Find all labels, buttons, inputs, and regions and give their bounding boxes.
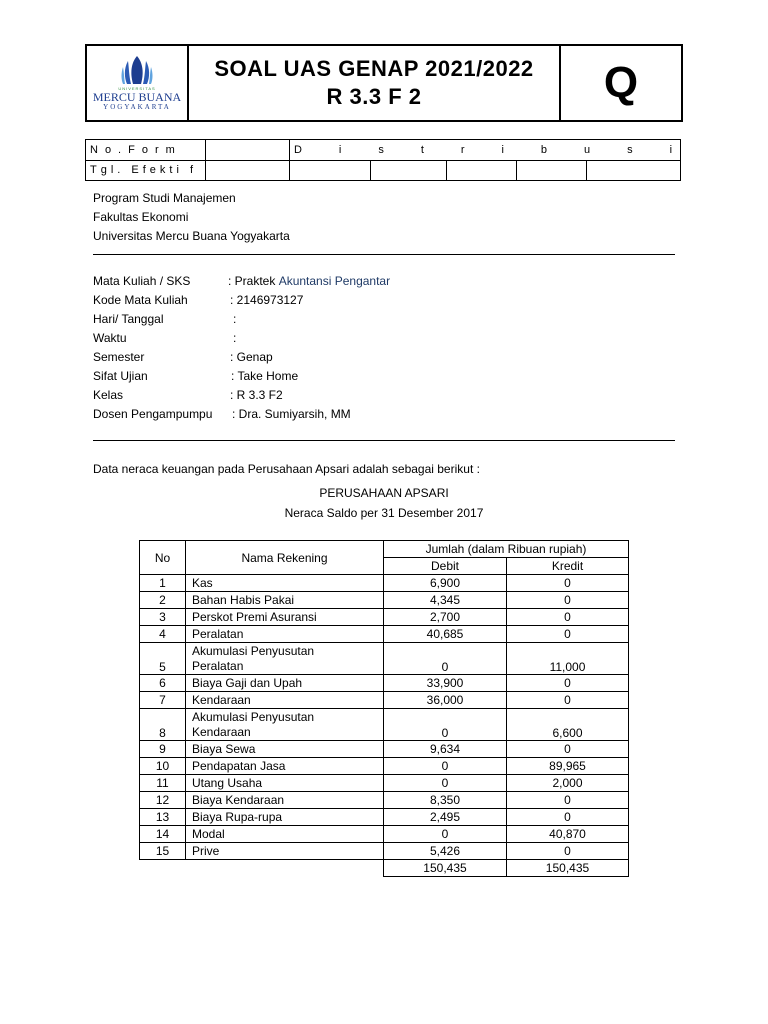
- total-blank-1: [140, 860, 186, 877]
- semester-value: : Genap: [230, 350, 273, 364]
- row-debit: 0: [384, 826, 507, 843]
- row-kredit: 0: [507, 592, 629, 609]
- row-debit: 8,350: [384, 792, 507, 809]
- table-row: [140, 758, 629, 775]
- distribusi-letter: r: [460, 143, 465, 156]
- row-kredit: 0: [507, 692, 629, 709]
- row-kredit: 0: [507, 575, 629, 592]
- row-debit: 6,900: [384, 575, 507, 592]
- row-name: Peralatan: [186, 626, 384, 643]
- table-row: [140, 609, 629, 626]
- table-row: [140, 775, 629, 792]
- institution-block: [93, 189, 290, 246]
- waktu-label: Waktu: [93, 331, 127, 345]
- distribusi-letter: s: [627, 143, 633, 156]
- row-debit: 4,345: [384, 592, 507, 609]
- row-name: Pendapatan Jasa: [186, 758, 384, 775]
- code-letter: Q: [603, 58, 639, 107]
- row-debit: 5,426: [384, 843, 507, 860]
- hari-value: :: [233, 312, 237, 326]
- mata-kuliah-value-b: Akuntansi Pengantar: [278, 274, 391, 288]
- intro-text: Data neraca keuangan pada Perusahaan Apsari adalah sebagai berikut :: [93, 462, 480, 476]
- mata-kuliah-row: [93, 272, 390, 291]
- distribusi-letter: D: [294, 143, 302, 156]
- sifat-value: : Take Home: [231, 369, 299, 383]
- row-debit: 36,000: [384, 692, 507, 709]
- mata-kuliah-label: Mata Kuliah / SKS: [93, 274, 191, 288]
- row-name: [186, 709, 384, 741]
- waktu-value: :: [233, 331, 237, 345]
- exam-info-block: [93, 272, 390, 424]
- row-no: 13: [140, 809, 186, 826]
- row-name: Prive: [186, 843, 384, 860]
- distribusi-letter: s: [378, 143, 384, 156]
- distribusi-letter: u: [584, 143, 591, 156]
- row-kredit: 0: [507, 792, 629, 809]
- row-name-line2: Peralatan: [192, 659, 244, 673]
- trial-balance-table: [139, 540, 629, 877]
- row-no: 9: [140, 741, 186, 758]
- university-logo: [87, 46, 189, 120]
- dosen-row: [93, 405, 390, 424]
- row-kredit: 0: [507, 675, 629, 692]
- company-name: PERUSAHAAN APSARI: [319, 486, 449, 500]
- table-row: [140, 809, 629, 826]
- row-name: [186, 643, 384, 675]
- distribusi-letter: t: [420, 143, 424, 156]
- distribusi-cell: [290, 140, 681, 161]
- row-name-line1: Akumulasi Penyusutan: [192, 710, 315, 724]
- form-info-table: [85, 139, 681, 181]
- kode-value: : 2146973127: [230, 293, 304, 307]
- kode-label: Kode Mata Kuliah: [93, 293, 188, 307]
- row-name-line1: Akumulasi Penyusutan: [192, 644, 315, 658]
- row-name: Utang Usaha: [186, 775, 384, 792]
- hari-row: [93, 310, 390, 329]
- row-no: 4: [140, 626, 186, 643]
- header-nama-rekening: Nama Rekening: [186, 541, 384, 575]
- total-row: [140, 860, 629, 877]
- distribusi-label: [294, 144, 676, 156]
- logo-name: MERCU BUANA: [92, 90, 182, 104]
- row-no: 12: [140, 792, 186, 809]
- row-debit: 0: [384, 758, 507, 775]
- exam-title-line2: R 3.3 F 2: [326, 84, 422, 109]
- universitas: Universitas Mercu Buana Yogyakarta: [93, 229, 290, 243]
- divider-2: [93, 440, 675, 441]
- tgl-efektif-label: Tgl. Efekti f: [86, 160, 206, 181]
- row-kredit: 0: [507, 741, 629, 758]
- exam-title: [189, 46, 561, 120]
- distribusi-slot-3: [447, 160, 517, 181]
- total-blank-2: [186, 860, 384, 877]
- no-form-label: No.Form: [86, 140, 206, 161]
- dosen-label: Dosen Pengampumpu: [93, 407, 213, 421]
- distribusi-slot-1: [290, 160, 371, 181]
- waktu-row: [93, 329, 390, 348]
- row-name: Perskot Premi Asuransi: [186, 609, 384, 626]
- row-name: Modal: [186, 826, 384, 843]
- row-no: 1: [140, 575, 186, 592]
- table-row: [140, 643, 629, 675]
- distribusi-letter: b: [540, 143, 548, 156]
- row-kredit: 0: [507, 609, 629, 626]
- table-row: [140, 709, 629, 741]
- row-kredit: 89,965: [507, 758, 629, 775]
- distribusi-slot-5: [587, 160, 681, 181]
- row-debit: 2,495: [384, 809, 507, 826]
- semester-label: Semester: [93, 350, 145, 364]
- header-debit: Debit: [384, 558, 507, 575]
- table-row: [140, 626, 629, 643]
- row-name: Kendaraan: [186, 692, 384, 709]
- logo-university-word: UNIVERSITAS: [118, 86, 156, 91]
- divider-1: [93, 254, 675, 255]
- header-jumlah: Jumlah (dalam Ribuan rupiah): [384, 541, 629, 558]
- tgl-efektif-value: [206, 160, 290, 181]
- distribusi-letter: i: [501, 143, 504, 156]
- document-header: [85, 44, 683, 122]
- total-debit: 150,435: [384, 860, 507, 877]
- row-no: 11: [140, 775, 186, 792]
- row-debit: 2,700: [384, 609, 507, 626]
- exam-title-line1: SOAL UAS GENAP 2021/2022: [214, 56, 534, 81]
- table-row: [140, 741, 629, 758]
- program-studi: Program Studi Manajemen: [93, 191, 236, 205]
- row-no: 5: [140, 643, 186, 675]
- dosen-value: : Dra. Sumiyarsih, MM: [232, 407, 351, 421]
- row-kredit: 2,000: [507, 775, 629, 792]
- kelas-value: : R 3.3 F2: [230, 388, 283, 402]
- hari-label: Hari/ Tanggal: [93, 312, 164, 326]
- row-kredit: 11,000: [507, 643, 629, 675]
- row-debit: 9,634: [384, 741, 507, 758]
- table-row: [140, 592, 629, 609]
- row-kredit: 0: [507, 843, 629, 860]
- table-row: [140, 843, 629, 860]
- row-name: Kas: [186, 575, 384, 592]
- kelas-row: [93, 386, 390, 405]
- sifat-label: Sifat Ujian: [93, 369, 148, 383]
- semester-row: [93, 348, 390, 367]
- row-no: 8: [140, 709, 186, 741]
- distribusi-slot-2: [371, 160, 447, 181]
- row-debit: 0: [384, 775, 507, 792]
- distribusi-letter: i: [669, 143, 673, 156]
- row-name: Biaya Gaji dan Upah: [186, 675, 384, 692]
- row-debit: 33,900: [384, 675, 507, 692]
- logo-city: YOGYAKARTA: [103, 103, 171, 111]
- kode-row: [93, 291, 390, 310]
- row-no: 2: [140, 592, 186, 609]
- row-kredit: 0: [507, 626, 629, 643]
- row-name: Biaya Rupa-rupa: [186, 809, 384, 826]
- kelas-label: Kelas: [93, 388, 124, 402]
- header-no: No: [140, 541, 186, 575]
- university-emblem-icon: [120, 55, 154, 85]
- row-debit: 40,685: [384, 626, 507, 643]
- header-kredit: Kredit: [507, 558, 629, 575]
- table-row: [140, 792, 629, 809]
- row-kredit: 0: [507, 809, 629, 826]
- row-name-line2: Kendaraan: [192, 725, 251, 739]
- row-name: Biaya Sewa: [186, 741, 384, 758]
- distribusi-slot-4: [517, 160, 587, 181]
- distribusi-letter: i: [338, 143, 342, 156]
- table-row: [140, 675, 629, 692]
- sifat-row: [93, 367, 390, 386]
- mata-kuliah-value-a: : Praktek: [228, 274, 279, 288]
- table-subtitle: Neraca Saldo per 31 Desember 2017: [284, 506, 484, 520]
- row-kredit: 6,600: [507, 709, 629, 741]
- total-kredit: 150,435: [507, 860, 629, 877]
- row-no: 15: [140, 843, 186, 860]
- row-no: 14: [140, 826, 186, 843]
- row-no: 7: [140, 692, 186, 709]
- row-name: Bahan Habis Pakai: [186, 592, 384, 609]
- row-debit: 0: [384, 709, 507, 741]
- row-kredit: 40,870: [507, 826, 629, 843]
- table-row: [140, 826, 629, 843]
- row-no: 6: [140, 675, 186, 692]
- row-debit: 0: [384, 643, 507, 675]
- fakultas: Fakultas Ekonomi: [93, 210, 189, 224]
- row-no: 10: [140, 758, 186, 775]
- no-form-value: [206, 140, 290, 161]
- table-row: [140, 692, 629, 709]
- row-name: Biaya Kendaraan: [186, 792, 384, 809]
- row-no: 3: [140, 609, 186, 626]
- table-row: [140, 575, 629, 592]
